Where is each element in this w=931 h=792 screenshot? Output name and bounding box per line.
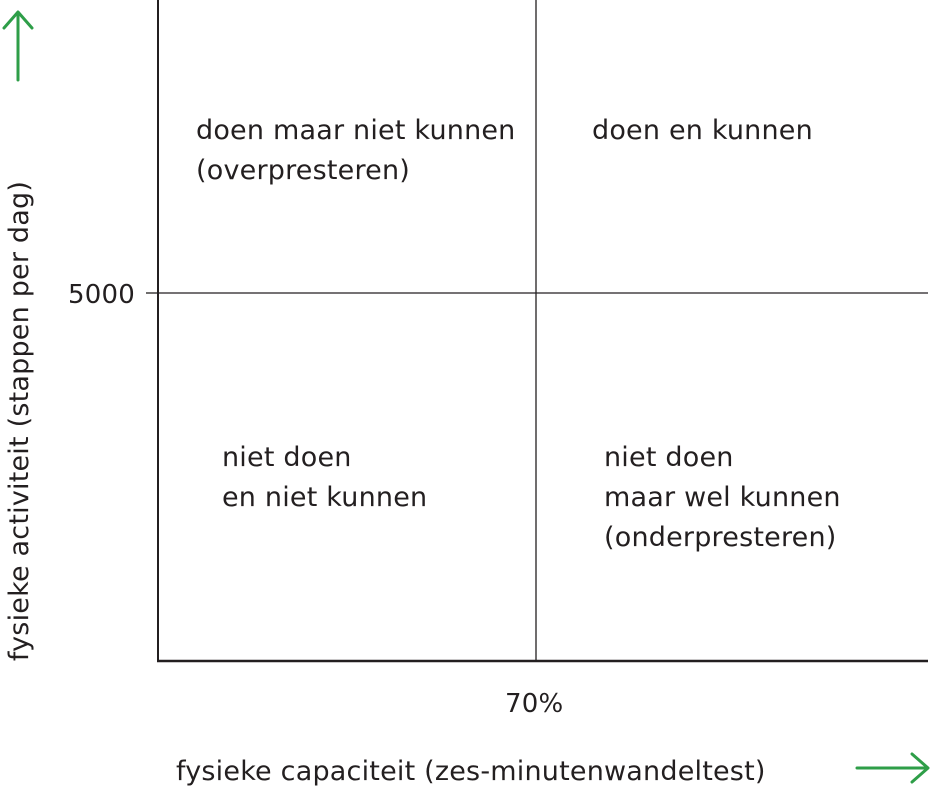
quadrant-bottom-right-line2: maar wel kunnen — [604, 482, 841, 513]
x-axis-label: fysieke capaciteit (zes-minutenwandeltest) — [176, 756, 766, 787]
quadrant-bottom-right-line1: niet doen — [604, 442, 734, 473]
x-threshold-label: 70% — [505, 689, 564, 719]
quadrant-top-left-line1: doen maar niet kunnen — [196, 115, 516, 146]
quadrant-top-right-line1: doen en kunnen — [592, 115, 813, 146]
quadrant-bottom-left-line2: en niet kunnen — [222, 482, 428, 513]
quadrant-bottom-right-line3: (onderpresteren) — [604, 522, 837, 553]
quadrant-bottom-right — [604, 438, 841, 558]
arrow-up-icon — [4, 12, 32, 80]
quadrant-top-left — [196, 111, 516, 191]
quadrant-top-right — [592, 111, 813, 151]
quadrant-bottom-left — [222, 438, 427, 518]
quadrant-bottom-left-line1: niet doen — [222, 442, 352, 473]
y-threshold-label: 5000 — [68, 280, 135, 310]
quadrant-top-left-line2: (overpresteren) — [196, 155, 411, 186]
arrow-right-icon — [857, 754, 928, 782]
y-axis-label-rotated — [0, 181, 40, 661]
y-axis-label-text: fysieke activiteit (stappen per dag) — [4, 180, 35, 662]
